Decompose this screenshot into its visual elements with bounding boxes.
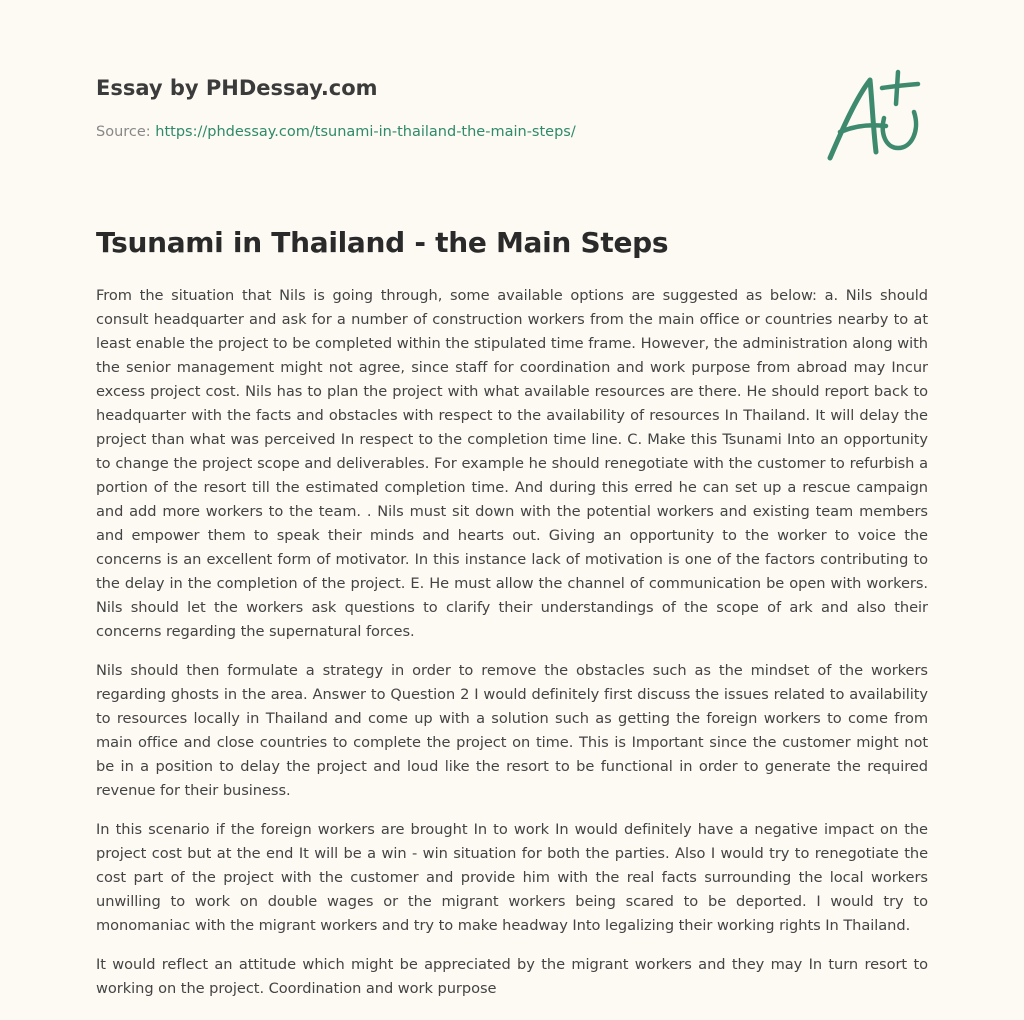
essay-paragraph: From the situation that Nils is going through, some available options are suggested as below: a. Nils should consult headquarter and ask for a number of construction workers from the main office or countries nearby to at least enable the project to be completed within the stipulated time frame. However, the administration along with the senior management might not agree, since staff for coordination and work purpose from abroad may Incur excess project cost. Nils has to plan the project with what available resources are there. He should report back to headquarter with the facts and obstacles with respect to the availability of resources In Thailand. It will delay the project than what was perceived In respect to the completion time line. C. Make this Tsunami Into an opportunity to change the project scope and deliverables. For example he should renegotiate with the customer to refurbish a portion of the resort till the estimated completion time. And during this erred he can set up a rescue campaign and add more workers to the team. . Nils must sit down with the potential workers and existing team members and empower them to speak their minds and hearts out. Giving an opportunity to the worker to voice the concerns is an excellent form of motivator. In this instance lack of motivation is one of the factors contributing to the delay in the completion of the project. E. He must allow the channel of communication be open with workers. Nils should let the workers ask questions to clarify their understandings of the scope of ark and also their concerns regarding the supernatural forces. bbox=[96, 287, 928, 640]
essay-title: Tsunami in Thailand - the Main Steps bbox=[96, 226, 669, 259]
essay-paragraph: In this scenario if the foreign workers are brought In to work In would definitely have a negative impact on the project cost but at the end It will be a win - win situation for both the parties. Also I would try to renegotiate the cost part of the project with the customer and provide him with the real facts surrounding the local workers unwilling to work on double wages or the migrant workers being scared to be deported. I would try to monomaniac with the migrant workers and try to make headway Into legalizing their working rights In Thailand. bbox=[96, 821, 928, 934]
a-plus-logo-icon bbox=[818, 68, 930, 164]
essay-paragraph: Nils should then formulate a strategy in order to remove the obstacles such as the mindset of the workers regarding ghosts in the area. Answer to Question 2 I would definitely first discuss the issues related to availability to resources locally in Thailand and come up with a solution such as getting the foreign workers to come from main office and close countries to complete the project on time. This is Important since the customer might not be in a position to delay the project and loud like the resort to be functional in order to generate the required revenue for their business. bbox=[96, 662, 928, 799]
essay-body bbox=[96, 284, 928, 1016]
source-label: Source: bbox=[96, 124, 151, 140]
site-brand: Essay by PHDessay.com bbox=[96, 76, 378, 100]
source-link[interactable]: https://phdessay.com/tsunami-in-thailand-the-main-steps/ bbox=[155, 124, 576, 140]
essay-paragraph: It would reflect an attitude which might be appreciated by the migrant workers and they may In turn resort to working on the project. Coordination and work purpose bbox=[96, 956, 928, 997]
source-line bbox=[96, 124, 576, 140]
